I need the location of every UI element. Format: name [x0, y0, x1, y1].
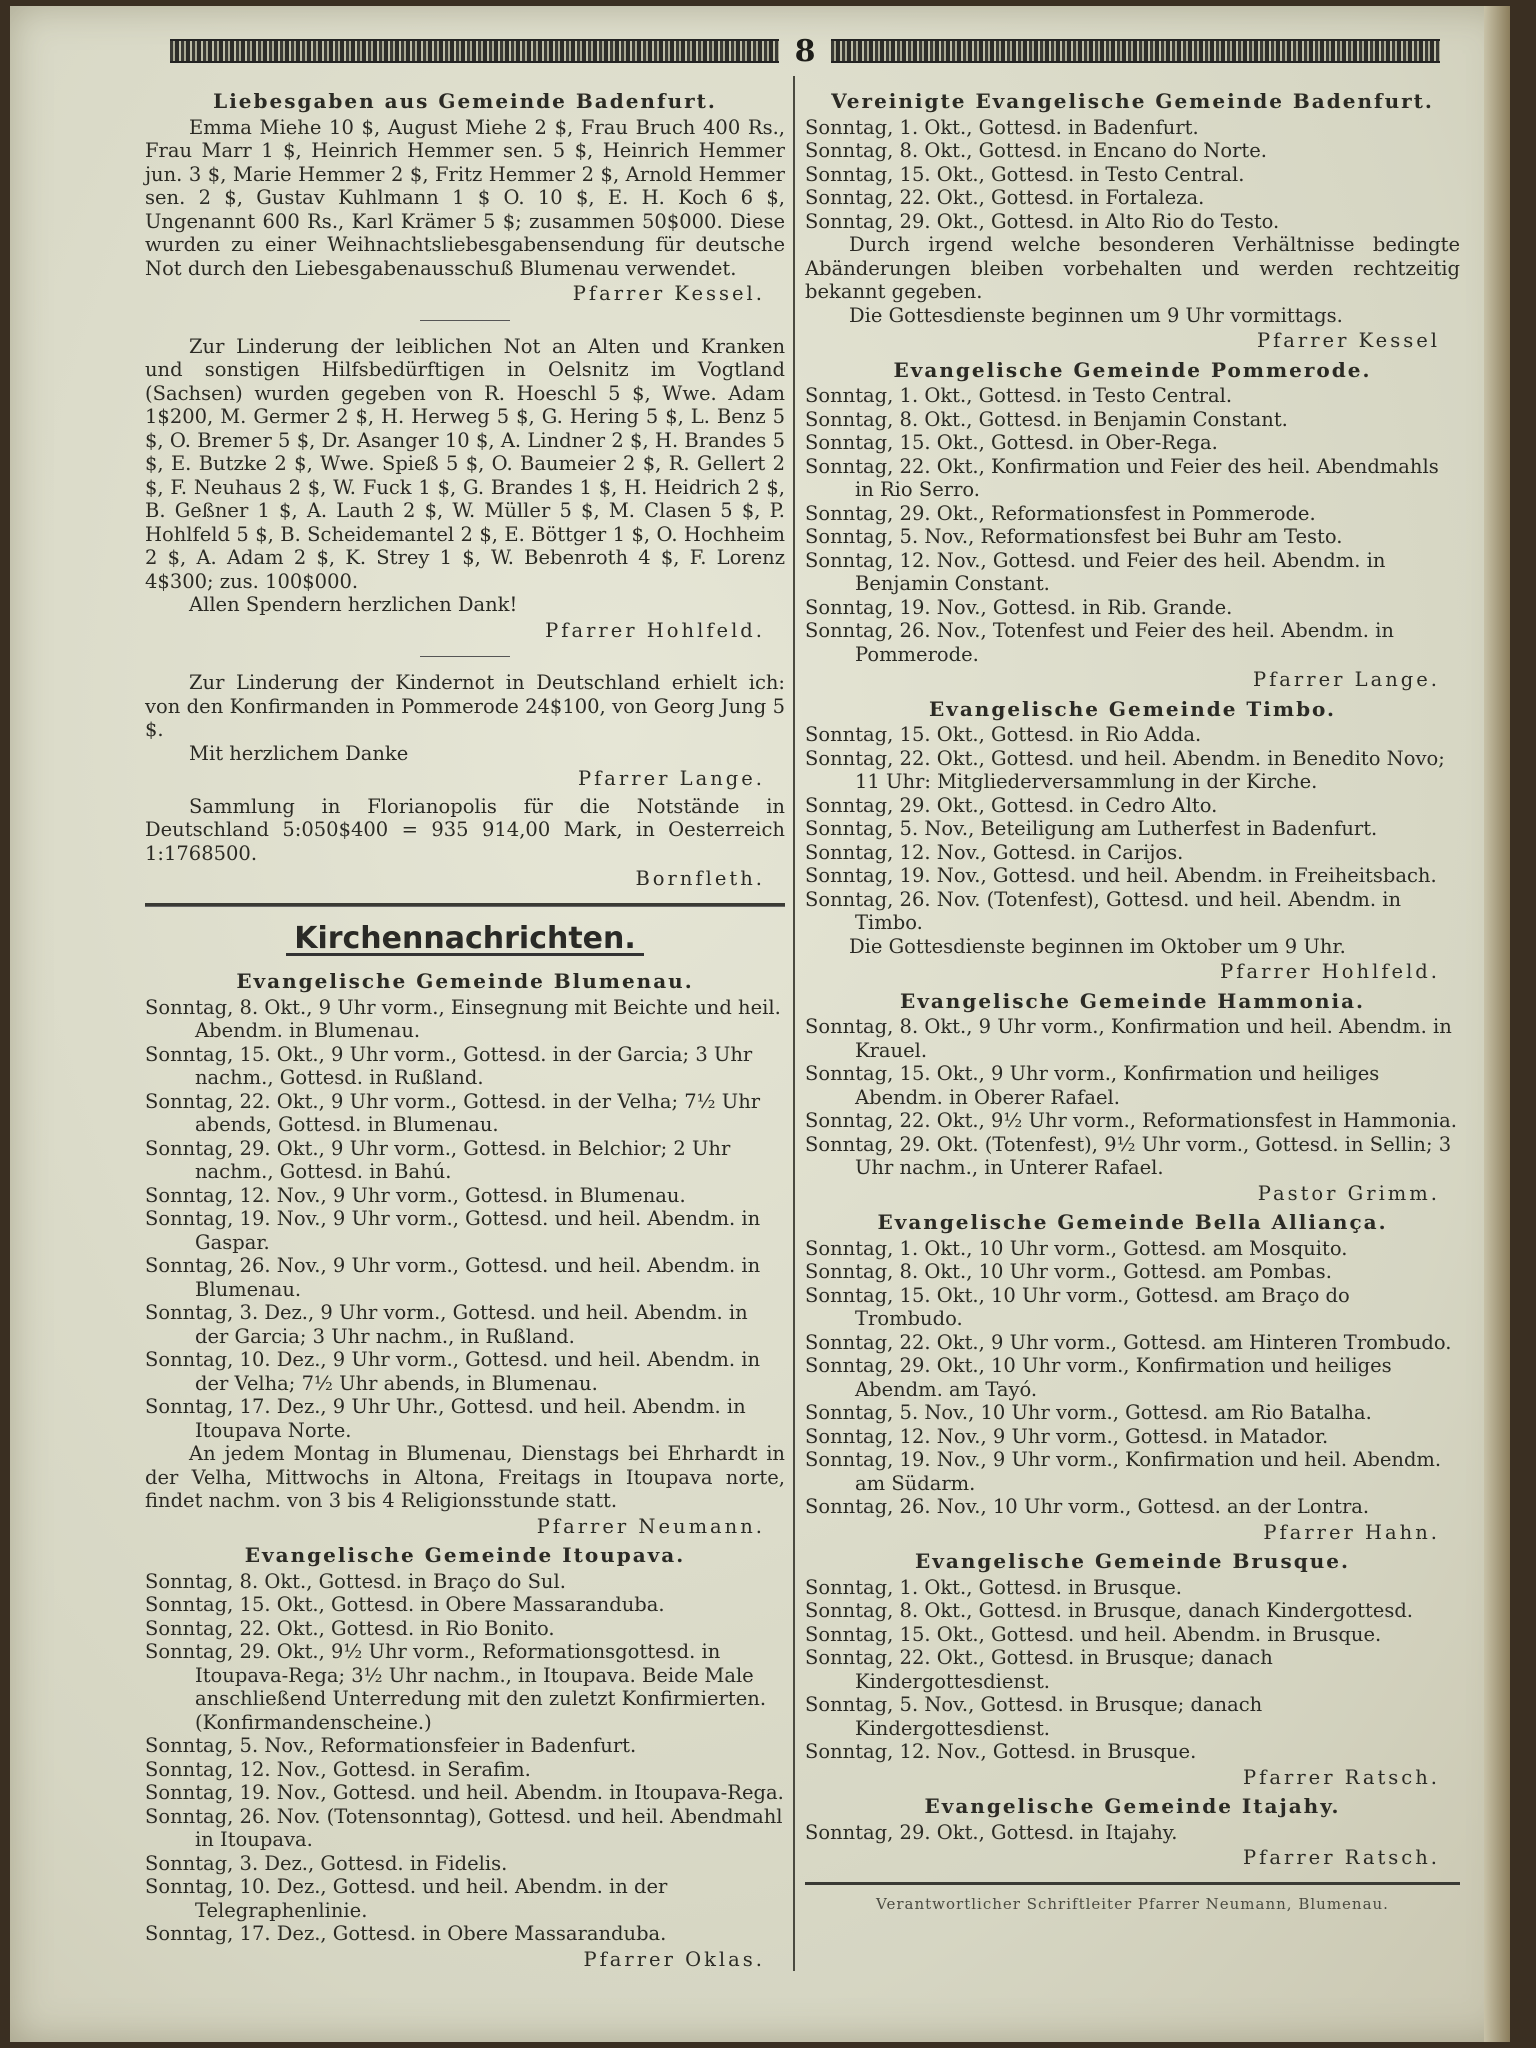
- editor-footer: Verantwortlicher Schriftleiter Pfarrer Neumann, Blumenau.: [876, 1894, 1389, 1913]
- itoupava-title: Evangelische Gemeinde Itoupava.: [244, 1543, 686, 1567]
- blumenau-title: Evangelische Gemeinde Blumenau.: [236, 969, 694, 993]
- page-header: [170, 33, 1440, 69]
- list-item: Sonntag, 29. Okt., Gottesd. in Cedro Alto.: [805, 793, 1218, 817]
- list-item: Sonntag, 5. Nov., Gottesd. in Brusque; danach Kindergottesdienst.: [805, 1693, 1263, 1740]
- itajahy-list: [805, 1821, 1460, 1845]
- brusque-signature: Pfarrer Ratsch.: [1243, 1765, 1440, 1789]
- newspaper-page: [10, 6, 1510, 2042]
- list-item: Sonntag, 5. Nov., Reformationsfeier in Badenfurt.: [145, 1734, 637, 1757]
- pommerode-title: Evangelische Gemeinde Pommerode.: [893, 357, 1372, 382]
- list-item: Sonntag, 8. Okt., 9 Uhr vorm., Einsegnung mit Beichte und heil. Abendm. in Blumenau.: [145, 995, 781, 1042]
- gifts-oelsnitz-thanks: Allen Spendern herzlichen Dank!: [189, 593, 518, 616]
- list-item: Sonntag, 15. Okt., 9 Uhr vorm., Konfirmation und heiliges Abendm. in Oberer Rafael.: [805, 1062, 1380, 1109]
- list-item: Sonntag, 8. Okt., Gottesd. in Encano do Norte.: [805, 139, 1267, 162]
- gifts-badenfurt-text: Emma Miehe 10 $, August Miehe 2 $, Frau Bruch 400 Rs., Frau Marr 1 $, Heinrich Hemmer sen. 5 $, Heinrich Hemmer jun. 3 $, Marie Hemmer 2 $, Fritz Hemmer 2 $, Arnold Hemmer sen. 2 $, Gustav Kuhlmann 1 $ O. 10 $, E. H. Koch 6 $, Ungenannt 600 Rs., Karl Krämer 5 $; zusammen 50$000. Diese wurden zu einer Weihnachtsliebesgabensendung für deutsche Not durch den Liebesgabenausschuß Blumenau verwendet.: [145, 115, 785, 280]
- list-item: Sonntag, 29. Okt., Gottesd. in Alto Rio do Testo.: [805, 209, 1280, 233]
- list-item: Sonntag, 12. Nov., 9 Uhr vorm., Gottesd. in Matador.: [805, 1424, 1329, 1448]
- page-binding-edge: [1484, 6, 1510, 2042]
- column-divider: [793, 76, 795, 1971]
- gifts-kindernot-text: Zur Linderung der Kindernot in Deutschland erhielt ich: von den Konfirmanden in Pommerode 24$100, von Georg Jung 5 $.: [145, 671, 785, 741]
- list-item: Sonntag, 22. Okt., Gottesd. und heil. Abendm. in Benedito Novo; 11 Uhr: Mitgliederversammlung in der Kirche.: [805, 746, 1445, 793]
- gifts-badenfurt-signature: Pfarrer Kessel.: [572, 282, 765, 305]
- badenfurt-note: Durch irgend welche besonderen Verhältnisse bedingte Abänderungen bleiben vorbehalten und werden rechtzeitig bekannt gegeben.: [805, 233, 1460, 303]
- bella-list: [805, 1237, 1460, 1519]
- list-item: Sonntag, 15. Okt., Gottesd. und heil. Abendm. in Brusque.: [805, 1622, 1382, 1646]
- badenfurt-note-time: Die Gottesdienste beginnen um 9 Uhr vormittags.: [849, 303, 1343, 327]
- section-title-text: Kirchennachrichten.: [286, 927, 644, 957]
- bella-signature: Pfarrer Hahn.: [1263, 1520, 1440, 1544]
- list-item: Sonntag, 22. Okt., Gottesd. in Fortaleza.: [805, 186, 1205, 209]
- itoupava-signature: Pfarrer Oklas.: [583, 1947, 765, 1971]
- list-item: Sonntag, 26. Nov. (Totenfest), Gottesd. und heil. Abendm. in Timbo.: [805, 887, 1402, 934]
- list-item: Sonntag, 19. Nov., Gottesd. und heil. Abendm. in Freiheitsbach.: [805, 864, 1437, 887]
- list-item: Sonntag, 29. Okt., 10 Uhr vorm., Konfirmation und heiliges Abendm. am Tayó.: [805, 1354, 1392, 1401]
- timbo-title: Evangelische Gemeinde Timbo.: [928, 696, 1336, 721]
- brusque-list: [805, 1576, 1460, 1764]
- list-item: Sonntag, 12. Nov., Gottesd. in Brusque.: [805, 1740, 1197, 1763]
- right-column: [805, 84, 1460, 1916]
- list-item: Sonntag, 29. Okt., Gottesd. in Itajahy.: [805, 1820, 1178, 1844]
- gifts-badenfurt-title: Liebesgaben aus Gemeinde Badenfurt.: [213, 89, 717, 113]
- list-item: Sonntag, 1. Okt., 10 Uhr vorm., Gottesd. am Mosquito.: [805, 1236, 1348, 1260]
- badenfurt-list: [805, 116, 1460, 234]
- list-item: Sonntag, 8. Okt., 9 Uhr vorm., Konfirmation und heil. Abendm. in Krauel.: [805, 1015, 1452, 1062]
- timbo-signature: Pfarrer Hohlfeld.: [1220, 960, 1440, 983]
- gifts-kindernot-thanks: Mit herzlichem Danke: [189, 741, 409, 765]
- list-item: Sonntag, 1. Okt., Gottesd. in Testo Central.: [805, 384, 1233, 407]
- list-item: Sonntag, 22. Okt., Gottesd. in Brusque; danach Kindergottesdienst.: [805, 1646, 1273, 1693]
- list-item: Sonntag, 12. Nov., Gottesd. in Carijos.: [805, 840, 1184, 864]
- list-item: Sonntag, 8. Okt., Gottesd. in Braço do Sul.: [145, 1569, 566, 1593]
- list-item: Sonntag, 15. Okt., 9 Uhr vorm., Gottesd. in der Garcia; 3 Uhr nachm., Gottesd. in Rußland.: [145, 1042, 753, 1089]
- list-item: Sonntag, 29. Okt., 9½ Uhr vorm., Reformationsgottesd. in Itoupava-Rega; 3½ Uhr nachm., in Itoupava. Beide Male anschließend Unterredung mit den zuletzt Konfirmierten. (Konfirmandenscheine.): [145, 1640, 767, 1734]
- list-item: Sonntag, 26. Nov., 10 Uhr vorm., Gottesd. an der Lontra.: [805, 1495, 1370, 1518]
- gifts-kindernot-signature: Pfarrer Lange.: [577, 767, 765, 790]
- section-title: [145, 920, 785, 957]
- list-item: Sonntag, 19. Nov., Gottesd. und heil. Abendm. in Itoupava-Rega.: [145, 1781, 784, 1804]
- list-item: Sonntag, 1. Okt., Gottesd. in Badenfurt.: [805, 115, 1199, 139]
- badenfurt-title: Vereinigte Evangelische Gemeinde Badenfurt.: [831, 89, 1434, 113]
- list-item: Sonntag, 3. Dez., Gottesd. in Fidelis.: [145, 1851, 508, 1875]
- badenfurt-signature: Pfarrer Kessel: [1256, 329, 1440, 352]
- left-column: [145, 84, 785, 1975]
- header-ornament-right: [831, 39, 1440, 63]
- list-item: Sonntag, 1. Okt., Gottesd. in Brusque.: [805, 1575, 1183, 1599]
- separator: [420, 656, 510, 657]
- list-item: Sonntag, 26. Nov. (Totensonntag), Gottesd. und heil. Abendmahl in Itoupava.: [145, 1804, 783, 1851]
- itajahy-signature: Pfarrer Ratsch.: [1243, 1846, 1440, 1869]
- list-item: Sonntag, 12. Nov., Gottesd. in Serafim.: [145, 1757, 531, 1781]
- bella-title: Evangelische Gemeinde Bella Alliança.: [877, 1210, 1388, 1234]
- list-item: Sonntag, 29. Okt., 9 Uhr vorm., Gottesd. in Belchior; 2 Uhr nachm., Gottesd. in Bahú.: [145, 1136, 731, 1183]
- page-number: 8: [794, 33, 816, 69]
- list-item: Sonntag, 26. Nov., Totenfest und Feier des heil. Abendm. in Pommerode.: [805, 619, 1394, 666]
- pommerode-list: [805, 384, 1460, 666]
- section-rule: [145, 903, 785, 907]
- hammonia-title: Evangelische Gemeinde Hammonia.: [899, 988, 1366, 1013]
- list-item: Sonntag, 15. Okt., Gottesd. in Obere Massaranduba.: [145, 1593, 665, 1616]
- hammonia-signature: Pastor Grimm.: [1257, 1181, 1440, 1205]
- separator: [420, 320, 510, 321]
- list-item: Sonntag, 10. Dez., 9 Uhr vorm., Gottesd. und heil. Abendm. in der Velha; 7½ Uhr abends, in Blumenau.: [145, 1348, 761, 1395]
- list-item: Sonntag, 19. Nov., 9 Uhr vorm., Gottesd. und heil. Abendm. in Gaspar.: [145, 1207, 761, 1254]
- florianopolis-signature: Bornfleth.: [635, 867, 765, 890]
- blumenau-signature: Pfarrer Neumann.: [536, 1514, 765, 1538]
- list-item: Sonntag, 19. Nov., Gottesd. in Rib. Grande.: [805, 595, 1233, 619]
- list-item: Sonntag, 15. Okt., Gottesd. in Testo Central.: [805, 162, 1245, 186]
- list-item: Sonntag, 8. Okt., Gottesd. in Brusque, danach Kindergottesd.: [805, 1599, 1414, 1622]
- list-item: Sonntag, 15. Okt., 10 Uhr vorm., Gottesd. am Braço do Trombudo.: [805, 1283, 1350, 1330]
- list-item: Sonntag, 26. Nov., 9 Uhr vorm., Gottesd. und heil. Abendm. in Blumenau.: [145, 1254, 761, 1301]
- list-item: Sonntag, 5. Nov., 10 Uhr vorm., Gottesd. am Rio Batalha.: [805, 1401, 1372, 1424]
- list-item: Sonntag, 22. Okt., 9 Uhr vorm., Gottesd. in der Velha; 7½ Uhr abends, Gottesd. in Blumenau.: [145, 1089, 761, 1136]
- itoupava-list: [145, 1570, 785, 1946]
- list-item: Sonntag, 22. Okt., 9 Uhr vorm., Gottesd. am Hinteren Trombudo.: [805, 1330, 1452, 1354]
- timbo-note: Die Gottesdienste beginnen im Oktober um 9 Uhr.: [849, 934, 1346, 958]
- list-item: Sonntag, 22. Okt., 9½ Uhr vorm., Reformationsfest in Hammonia.: [805, 1109, 1457, 1132]
- list-item: Sonntag, 8. Okt., 10 Uhr vorm., Gottesd. am Pombas.: [805, 1260, 1332, 1283]
- list-item: Sonntag, 15. Okt., Gottesd. in Rio Adda.: [805, 723, 1202, 746]
- list-item: Sonntag, 3. Dez., 9 Uhr vorm., Gottesd. und heil. Abendm. in der Garcia; 3 Uhr nachm., in Rußland.: [145, 1301, 748, 1348]
- list-item: Sonntag, 29. Okt., Reformationsfest in Pommerode.: [805, 501, 1316, 525]
- gifts-oelsnitz-signature: Pfarrer Hohlfeld.: [545, 618, 765, 642]
- pommerode-signature: Pfarrer Lange.: [1252, 668, 1440, 691]
- hammonia-list: [805, 1015, 1460, 1180]
- list-item: Sonntag, 8. Okt., Gottesd. in Benjamin Constant.: [805, 407, 1288, 431]
- blumenau-list: [145, 996, 785, 1443]
- list-item: Sonntag, 19. Nov., 9 Uhr vorm., Konfirmation und heil. Abendm. am Südarm.: [805, 1448, 1442, 1495]
- gifts-oelsnitz-text: Zur Linderung der leiblichen Not an Alten und Kranken und sonstigen Hilfsbedürftigen in Oelsnitz im Vogtland (Sachsen) wurden gegeben von R. Hoeschl 5 $, Wwe. Adam 1$200, M. Germer 2 $, H. Herweg 5 $, G. Hering 5 $, L. Benz 5 $, O. Bremer 5 $, Dr. Asanger 10 $, A. Lindner 2 $, H. Brandes 5 $, E. Butzke 2 $, Wwe. Spieß 5 $, O. Baumeier 2 $, R. Gellert 2 $, F. Neuhaus 2 $, W. Fuck 1 $, G. Brandes 1 $, H. Heidrich 2 $, B. Geßner 1 $, A. Lauth 2 $, W. Müller 5 $, M. Clasen 5 $, P. Hohlfeld 5 $, B. Scheidemantel 2 $, E. Böttger 1 $, O. Hochheim 2 $, A. Adam 2 $, K. Strey 1 $, W. Bebenroth 4 $, F. Lorenz 4$300; zus. 100$000.: [145, 334, 785, 593]
- itajahy-title: Evangelische Gemeinde Itajahy.: [924, 1794, 1341, 1818]
- list-item: Sonntag, 12. Nov., 9 Uhr vorm., Gottesd. in Blumenau.: [145, 1183, 686, 1207]
- footer-rule: [805, 1882, 1460, 1885]
- list-item: Sonntag, 10. Dez., Gottesd. und heil. Abendm. in der Telegraphenlinie.: [145, 1875, 668, 1922]
- list-item: Sonntag, 15. Okt., Gottesd. in Ober-Rega.: [805, 431, 1218, 454]
- list-item: Sonntag, 5. Nov., Reformationsfest bei Buhr am Testo.: [805, 525, 1343, 548]
- brusque-title: Evangelische Gemeinde Brusque.: [915, 1549, 1350, 1573]
- timbo-list: [805, 723, 1460, 935]
- list-item: Sonntag, 22. Okt., Konfirmation und Feier des heil. Abendmahls in Rio Serro.: [805, 454, 1439, 501]
- list-item: Sonntag, 17. Dez., 9 Uhr Uhr., Gottesd. und heil. Abendm. in Itoupava Norte.: [145, 1395, 746, 1442]
- list-item: Sonntag, 29. Okt. (Totenfest), 9½ Uhr vorm., Gottesd. in Sellin; 3 Uhr nachm., in Unterer Rafael.: [805, 1132, 1452, 1179]
- list-item: Sonntag, 5. Nov., Beteiligung am Lutherfest in Badenfurt.: [805, 817, 1378, 840]
- list-item: Sonntag, 17. Dez., Gottesd. in Obere Massaranduba.: [145, 1922, 667, 1945]
- header-ornament-left: [170, 39, 779, 63]
- list-item: Sonntag, 12. Nov., Gottesd. und Feier des heil. Abendm. in Benjamin Constant.: [805, 548, 1386, 595]
- blumenau-note: An jedem Montag in Blumenau, Dienstags bei Ehrhardt in der Velha, Mittwochs in Altona, Freitags in Itoupava norte, findet nachm. von 3 bis 4 Religionsstunde statt.: [145, 1442, 785, 1512]
- list-item: Sonntag, 22. Okt., Gottesd. in Rio Bonito.: [145, 1616, 555, 1640]
- florianopolis-collection: Sammlung in Florianopolis für die Notstände in Deutschland 5:050$400 = 935 914,00 Mark, in Oesterreich 1:1768500.: [145, 794, 785, 865]
